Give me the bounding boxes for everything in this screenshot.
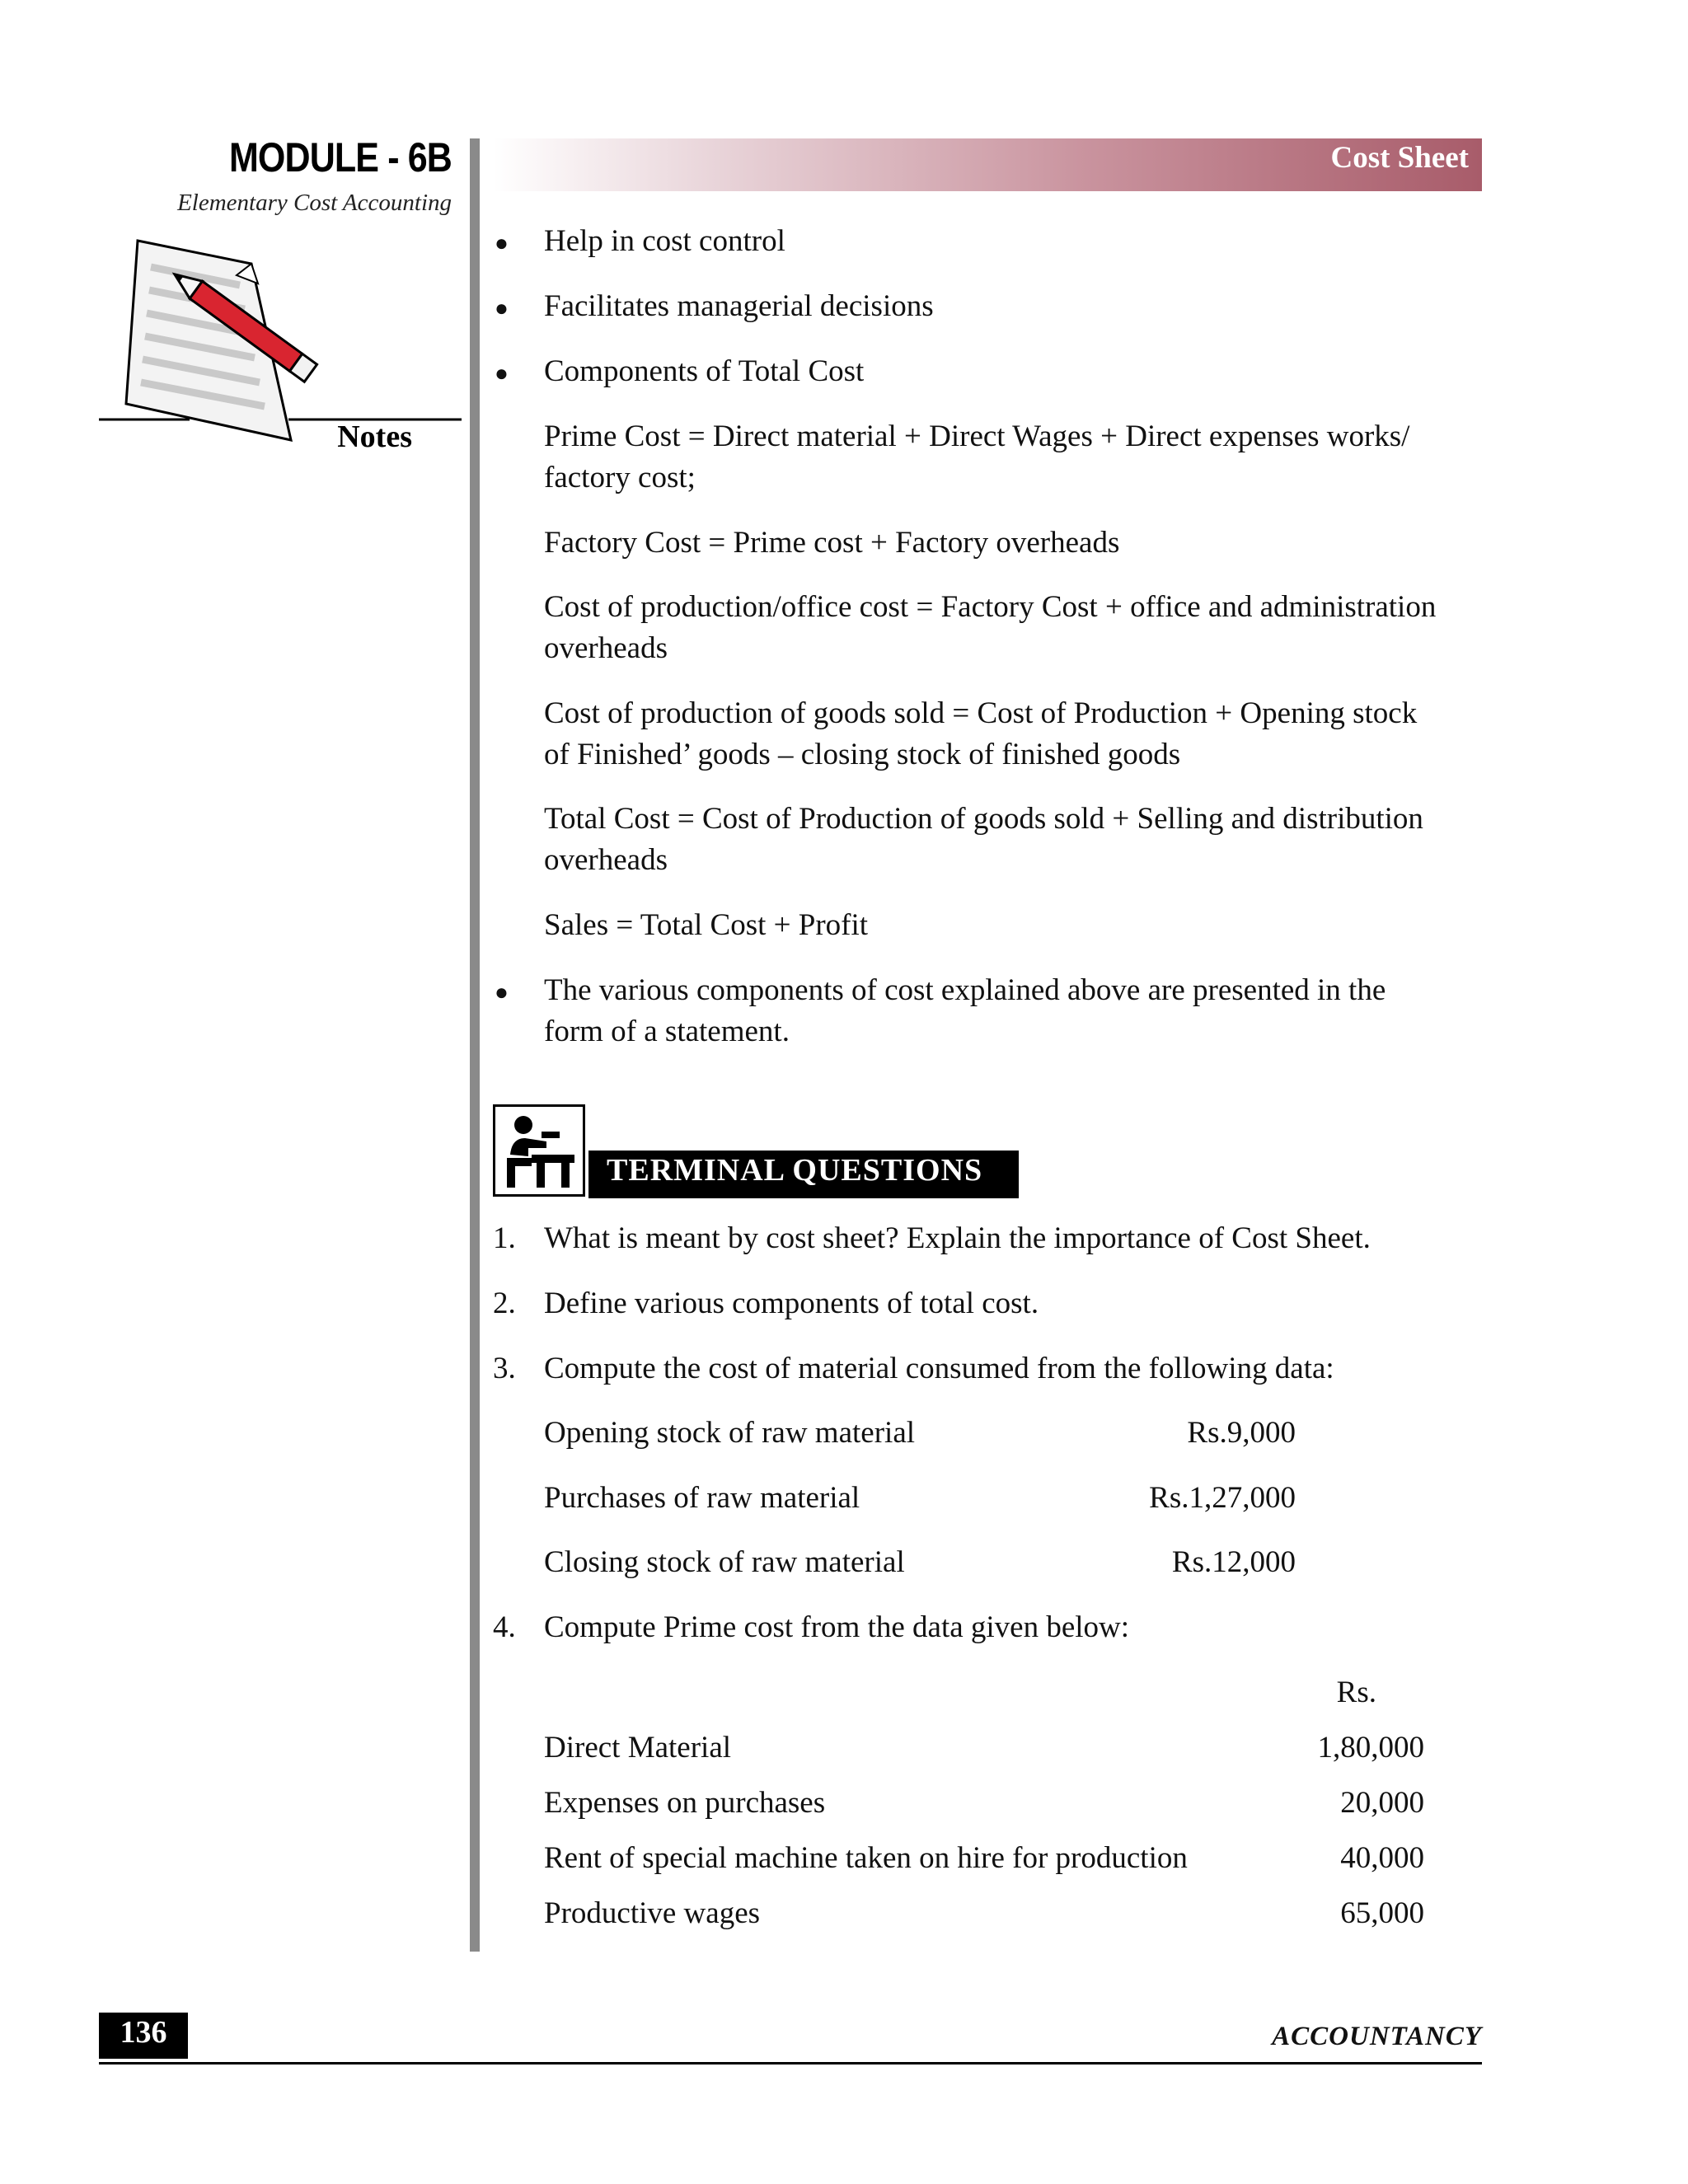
data-value: 65,000 <box>1340 1896 1424 1930</box>
question-text: Compute Prime cost from the data given below: <box>544 1610 1130 1644</box>
bullet-item: form of a statement. <box>544 1015 790 1048</box>
question-text: Compute the cost of material consumed from the following data: <box>544 1352 1334 1385</box>
bullet-item: Facilitates managerial decisions <box>544 289 934 323</box>
data-label: Opening stock of raw material <box>544 1416 916 1450</box>
formula-line: overheads <box>544 843 668 877</box>
data-label: Productive wages <box>544 1896 761 1930</box>
notes-label: Notes <box>337 419 412 454</box>
bullet-item: Help in cost control <box>544 224 785 258</box>
terminal-questions-heading: TERMINAL QUESTIONS <box>607 1153 983 1188</box>
data-value: 20,000 <box>1340 1786 1424 1820</box>
question-number: 3. <box>493 1352 516 1385</box>
formula-line: of Finished’ goods – closing stock of finished goods <box>544 738 1181 771</box>
question-number: 4. <box>493 1610 516 1644</box>
bullet-dot: ● <box>495 980 509 1005</box>
question-text: Define various components of total cost. <box>544 1286 1039 1320</box>
question-number: 1. <box>493 1221 516 1255</box>
bullet-dot: ● <box>495 296 509 321</box>
data-value: Rs.1,27,000 <box>1149 1481 1296 1515</box>
formula-line: Factory Cost = Prime cost + Factory overheads <box>544 526 1120 560</box>
formula-line: overheads <box>544 631 668 665</box>
notes-pencil-icon <box>95 224 474 447</box>
data-label: Closing stock of raw material <box>544 1545 905 1579</box>
module-subtitle: Elementary Cost Accounting <box>177 190 452 216</box>
footer-subject: ACCOUNTANCY <box>1272 2022 1482 2051</box>
margin-divider <box>470 138 480 1952</box>
bullet-item: The various components of cost explained above are presented in the <box>544 973 1386 1007</box>
data-label: Rent of special machine taken on hire for production <box>544 1841 1188 1875</box>
formula-line: Prime Cost = Direct material + Direct Wages + Direct expenses works/ <box>544 419 1410 453</box>
data-value: 1,80,000 <box>1317 1731 1424 1765</box>
question-number: 2. <box>493 1286 516 1320</box>
formula-line: Cost of production of goods sold = Cost of Production + Opening stock <box>544 696 1418 730</box>
bullet-dot: ● <box>495 361 509 387</box>
bullet-item: Components of Total Cost <box>544 354 865 388</box>
bullet-dot: ● <box>495 231 509 256</box>
student-desk-icon <box>493 1104 585 1197</box>
formula-line: Total Cost = Cost of Production of goods sold + Selling and distribution <box>544 802 1423 836</box>
data-value: Rs.9,000 <box>1187 1416 1296 1450</box>
question-text: What is meant by cost sheet? Explain the importance of Cost Sheet. <box>544 1221 1371 1255</box>
page-number: 136 <box>120 2015 167 2050</box>
module-title: MODULE - 6B <box>228 134 452 180</box>
formula-line: factory cost; <box>544 461 696 494</box>
formula-line: Cost of production/office cost = Factory Cost + office and administration <box>544 590 1437 624</box>
data-value: Rs.12,000 <box>1171 1545 1296 1579</box>
currency-header: Rs. <box>1336 1675 1376 1709</box>
data-label: Direct Material <box>544 1731 732 1765</box>
data-label: Expenses on purchases <box>544 1786 826 1820</box>
footer-rule <box>99 2062 1482 2064</box>
chapter-title: Cost Sheet <box>1330 141 1469 175</box>
data-label: Purchases of raw material <box>544 1481 860 1515</box>
data-value: 40,000 <box>1340 1841 1424 1875</box>
formula-line: Sales = Total Cost + Profit <box>544 908 869 942</box>
